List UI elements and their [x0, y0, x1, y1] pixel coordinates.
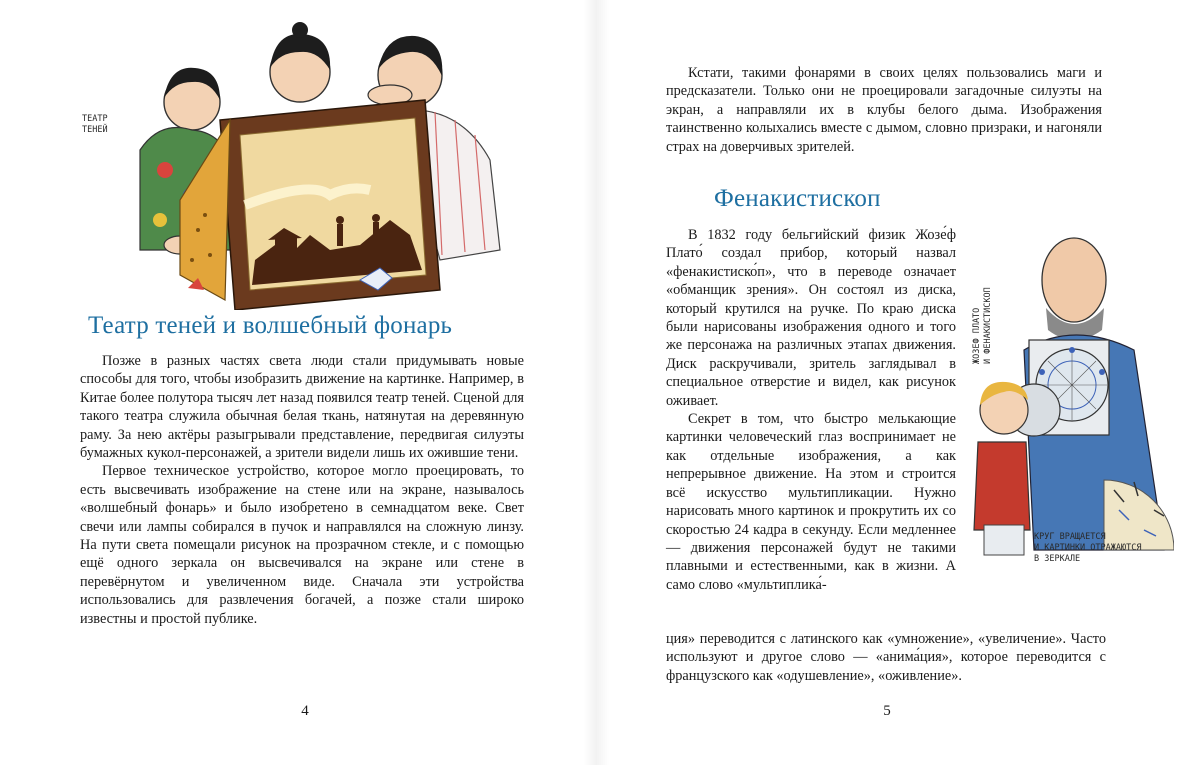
paragraph: В 1832 году бельгийский физик Жозе́ф Плато́ создал прибор, который назвал «фенакистиско́п», что в переводе означает «обманщик зрения». Он состоял из диска, который крутился на ручке. По краю диска были нарисованы изображения одного и того же персонажа на различных этапах движения. Диск раскручивали, зритель заглядывал в специальное отверстие и видел, как рисунок оживает. — [666, 227, 956, 409]
paragraph: Первое техническое устройство, которое могло проецировать, то есть высвечивать изображение на стене или на экране, называлось «волшебный фонарь» и было изобретено в семнадцатом веке. Свет свечи или лампы собирался в пучок и направлялся на сложную линзу. На пути света помещали рисунок на прозрачном стекле, и с помощью ещё одного зеркала он высвечивался на экране или стене в перевёрнутом и увеличенном виде. Сначала эти устройства использовались для развлечения богачей, а позже стали широко известны и простой публике. — [80, 463, 524, 627]
page-number: 4 — [301, 703, 309, 719]
left-body-text — [80, 352, 524, 628]
section-heading: Театр теней и волшебный фонарь — [88, 312, 453, 339]
narrow-column-text — [666, 226, 956, 594]
paragraph: ция» переводится с латинского как «умножение», «увеличение». Часто используют и другое слово — «анима́ция», которое переводится с французского как «одушевление», «оживление». — [666, 631, 1106, 684]
illustration-caption: ТЕАТР ТЕНЕЙ — [82, 114, 108, 135]
paragraph: Кстати, такими фонарями в своих целях пользовались маги и предсказатели. Только они не проецировали загадочные силуэты на экран, а направляли их в клубы белого дыма. Изображения таинственно колыхались вместе с дымом, словно призраки, и нагоняли страх на доверчивых зрителей. — [666, 65, 1102, 155]
section-heading: Фенакистископ — [714, 185, 881, 212]
illustration-caption-vertical: ЖОЗЕФ ПЛАТО И ФЕНАКИСТИСКОП — [972, 287, 993, 364]
shadow-theatre-illustration — [70, 20, 530, 310]
intro-text — [666, 64, 1102, 156]
wide-text-continuation — [666, 630, 1106, 685]
phenakistiscope-illustration — [964, 220, 1174, 580]
phenakistiscope-drawing — [964, 220, 1174, 580]
page-number: 5 — [883, 703, 891, 719]
shadow-theatre-drawing — [70, 20, 530, 310]
illustration-caption-bottom: КРУГ ВРАЩАЕТСЯ И КАРТИНКИ ОТРАЖАЮТСЯ В ЗЕРКАЛЕ — [1034, 532, 1142, 564]
paragraph: Секрет в том, что быстро мелькающие картинки человеческий глаз воспринимает не как отдельные изображения, а как непрерывное движение. На этом и строится всё искусство мультипликации. Нужно нарисовать много картинок и прокрутить их со скоростью 24 кадра в секунду. Если медленнее — движения персонажей будут не такими плавными и естественными, как в жизни. А само слово «мультиплика́- — [666, 411, 956, 593]
right-page — [596, 0, 1191, 765]
paragraph: Позже в разных частях света люди стали придумывать новые способы для того, чтобы изобразить движение на картинке. Например, в Китае более полутора тысяч лет назад появился театр теней. Сценой для такого театра служила обычная белая ткань, натянутая на деревянную раму. За нею актёры разыгрывали представление, передвигая силуэты бумажных кукол-персонажей, а зрители видели лишь их ожившие тени. — [80, 353, 524, 462]
left-page — [0, 0, 595, 765]
